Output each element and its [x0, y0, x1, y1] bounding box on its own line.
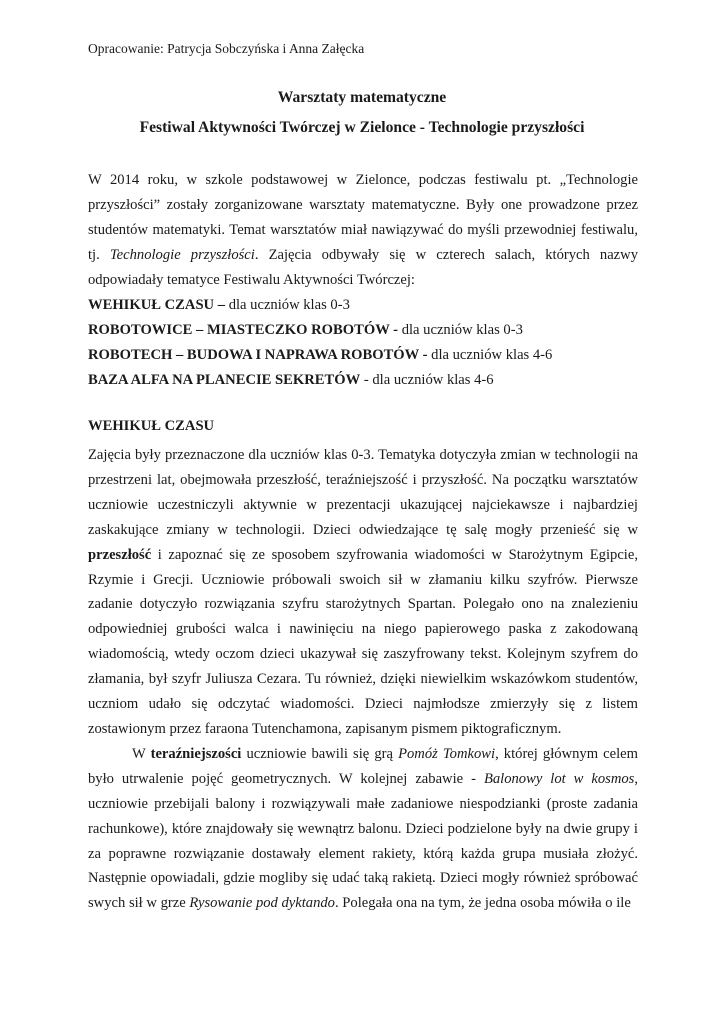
list-item: ROBOTOWICE – MIASTECZKO ROBOTÓW - dla uczniów klas 0-3 — [88, 322, 523, 338]
document-subtitle: Festiwal Aktywności Twórczej w Zielonce - Technologie przyszłości — [139, 119, 585, 136]
list-item: BAZA ALFA NA PLANECIE SEKRETÓW - dla uczniów klas 4-6 — [88, 372, 494, 388]
section-heading: WEHIKUŁ CZASU — [88, 418, 215, 434]
rooms-list — [88, 293, 552, 393]
list-item: WEHIKUŁ CZASU – dla uczniów klas 0-3 — [88, 297, 350, 313]
section-paragraph: Zajęcia były przeznaczone dla uczniów klas 0-3. Tematyka dotyczyła zmian w technologii na przestrzeni lat, obejmowała przeszłość, teraźniejszość i przyszłość. Na początku warsztatów uczniowie uczestniczyli aktywnie w prezentacji ukazującej najciekawsze i najbardziej zaskakujące zmiany w technologii. Dzieci odwiedzające tę salę mogły przenieść się w przeszłość i zapoznać się ze sposobem szyfrowania wiadomości w Starożytnym Egipcie, Rzymie i Grecji. Uczniowie próbowali swoich sił w złamaniu kilku szyfrów. Pierwsze zadanie dotyczyło rozwiązania szyfru starożytnych Spartan. Polegało ono na znalezieniu odpowiedniej grubości walca i nawinięciu na niego papierowego paska z zakodowaną wiadomością, wtedy oczom dzieci ukazywał się zaszyfrowany tekst. Kolejnym szyfrem do złamania, był szyfr Juliusza Cezara. Tu również, dzięki niewielkim wskazówkom studentów, uczniom udało się odczytać wiadomości. Dzieci najmłodsze zmierzyły się z listem zostawionym przez faraona Tutenchamona, zapisanym pismem piktograficznym. — [88, 447, 638, 737]
section-body — [88, 443, 638, 916]
author-note: Opracowanie: Patrycja Sobczyńska i Anna Załęcka — [88, 41, 365, 56]
intro-paragraph: W 2014 roku, w szkole podstawowej w Zielonce, podczas festiwalu pt. „Technologie przyszłości” zostały zorganizowane warsztaty matematyczne. Były one prowadzone przez studentów matematyki. Temat warsztatów miał nawiązywać do myśli przewodniej festiwalu, tj. Technologie przyszłości. Zajęcia odbywały się w czterech salach, których nazwy odpowiadały tematyce Festiwalu Aktywności Twórczej: — [88, 172, 638, 288]
list-item: ROBOTECH – BUDOWA I NAPRAWA ROBOTÓW - dla uczniów klas 4-6 — [88, 347, 553, 363]
document-title: Warsztaty matematyczne — [277, 89, 447, 106]
section-paragraph: W teraźniejszości uczniowie bawili się grą Pomóż Tomkowi, której głównym celem było utrwalenie pojęć geometrycznych. W kolejnej zabawie - Balonowy lot w kosmos, uczniowie przebijali balony i rozwiązywali małe zadaniowe niespodzianki (proste zadania rachunkowe), które znajdowały się wewnątrz balonu. Dzieci podzielone były na dwie grupy i za poprawne rozwiązanie dostawały element rakiety, którą każda grupa musiała złożyć. Następnie opowiadali, gdzie mogliby się udać taką rakietą. Dzieci mogły również spróbować swych sił w grze Rysowanie pod dyktando. Polegała ona na tym, że jedna osoba mówiła o ile — [88, 745, 638, 912]
